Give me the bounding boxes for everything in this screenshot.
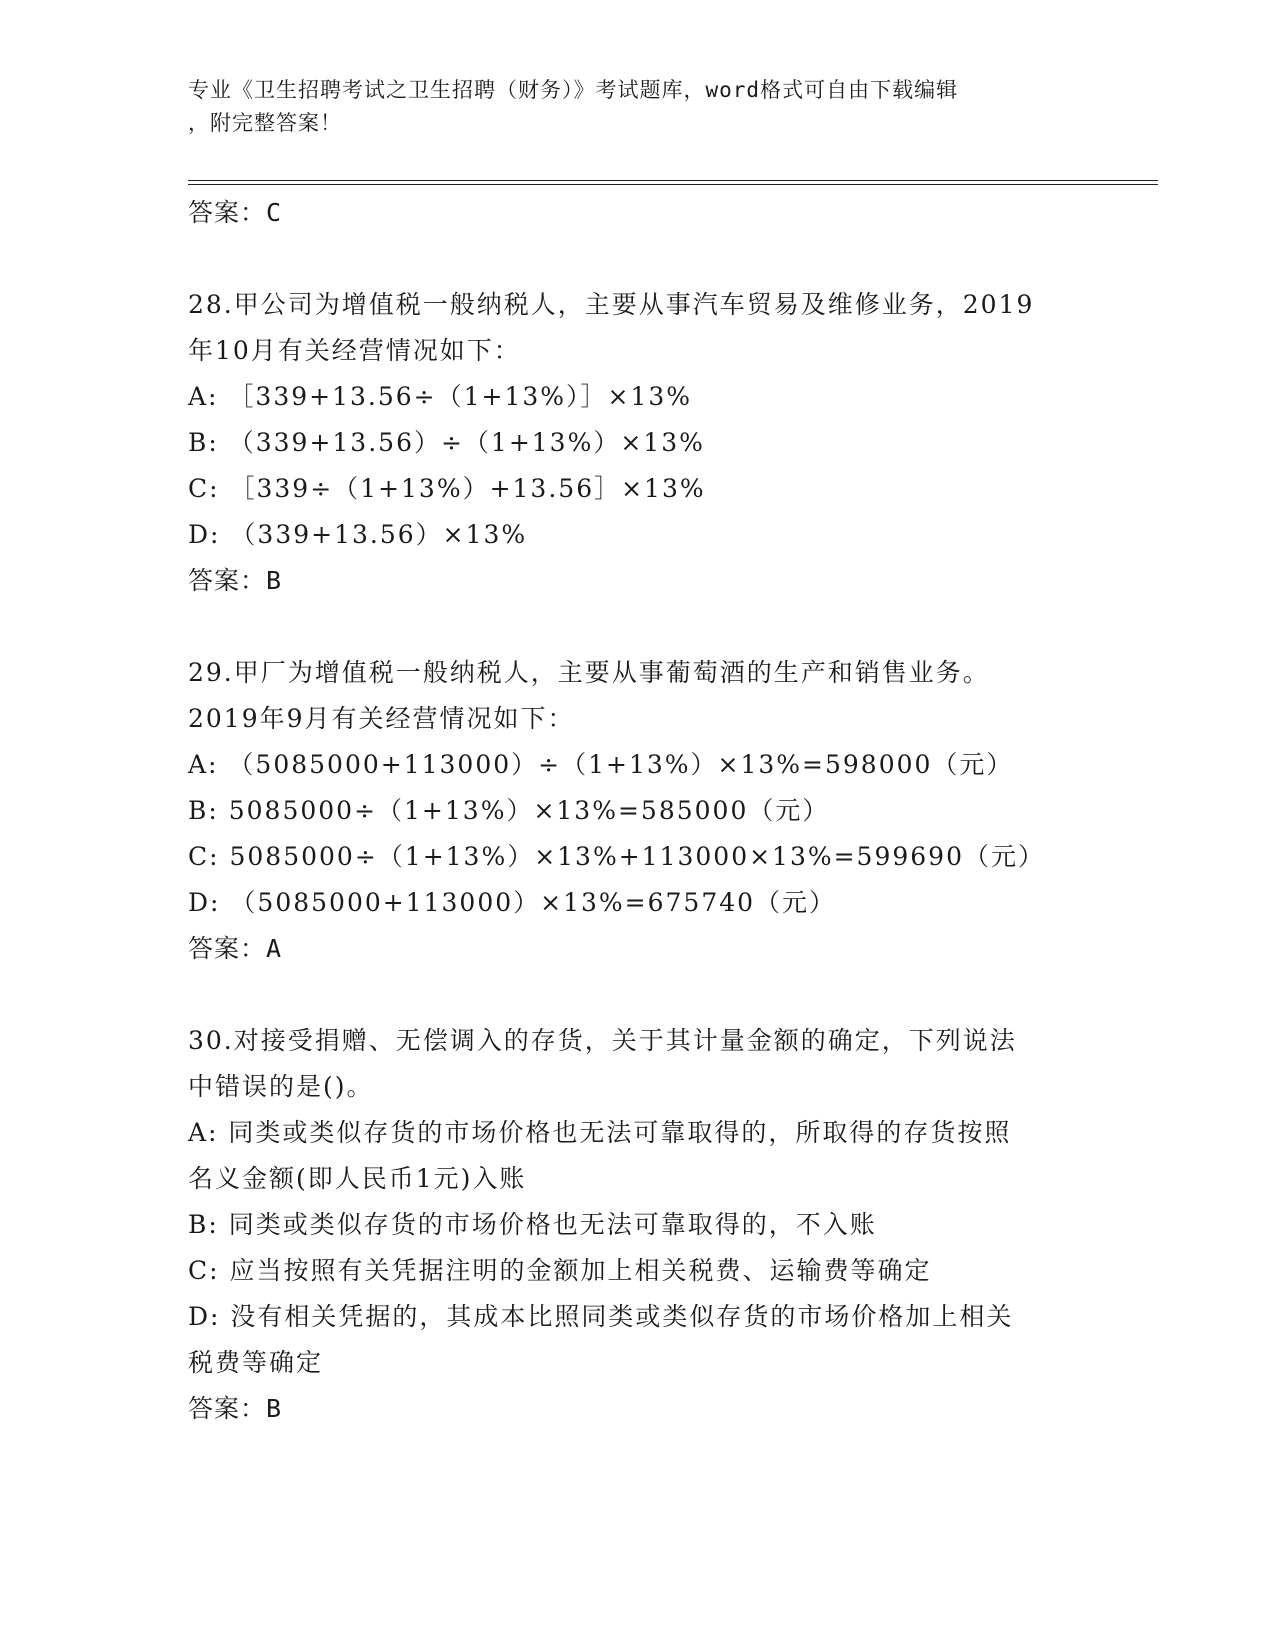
option-d: D: （5085000+113000）×13%=675740（元） [188, 888, 837, 917]
option-b: B: 同类或类似存货的市场价格也无法可靠取得的，不入账 [188, 1210, 877, 1239]
question-stem-line: 中错误的是()。 [188, 1072, 374, 1101]
header-line-1: 专业《卫生招聘考试之卫生招聘（财务）》考试题库，word格式可自由下载编辑 [188, 78, 959, 102]
option-c: C: 5085000÷（1+13%）×13%+113000×13%=599690（元） [188, 842, 1045, 871]
answer-line: 答案：B [188, 1394, 283, 1423]
question-29 [188, 650, 1088, 972]
option-d: D: （339+13.56）×13% [188, 520, 528, 549]
question-stem-line: 28.甲公司为增值税一般纳税人，主要从事汽车贸易及维修业务，2019 [188, 290, 1035, 319]
question-stem-line: 年10月有关经营情况如下： [188, 336, 521, 365]
option-a: A: 同类或类似存货的市场价格也无法可靠取得的，所取得的存货按照 [188, 1118, 1012, 1147]
option-c: C: 应当按照有关凭据注明的金额加上相关税费、运输费等确定 [188, 1256, 932, 1285]
header-divider-bottom [188, 184, 1158, 185]
question-stem-line: 2019年9月有关经营情况如下： [188, 704, 575, 733]
question-30 [188, 1018, 1088, 1432]
header-divider-top [188, 180, 1158, 181]
header-line-2: ，附完整答案！ [188, 111, 342, 135]
document-body [188, 190, 1088, 1432]
answer-line: 答案：B [188, 566, 283, 595]
question-stem-line: 29.甲厂为增值税一般纳税人，主要从事葡萄酒的生产和销售业务。 [188, 658, 990, 687]
answer-line: 答案：C [188, 198, 283, 227]
option-c: C: ［339÷（1+13%）+13.56］×13% [188, 474, 706, 503]
option-d-continued: 税费等确定 [188, 1348, 324, 1377]
question-stem-line: 30.对接受捐赠、无偿调入的存货，关于其计量金额的确定，下列说法 [188, 1026, 1017, 1055]
option-a: A: （5085000+113000）÷（1+13%）×13%=598000（元） [188, 750, 1014, 779]
option-b: B: 5085000÷（1+13%）×13%=585000（元） [188, 796, 830, 825]
answer-line: 答案：A [188, 934, 283, 963]
document-header [188, 74, 1088, 140]
option-d: D: 没有相关凭据的，其成本比照同类或类似存货的市场价格加上相关 [188, 1302, 1014, 1331]
option-a-continued: 名义金额(即人民币1元)入账 [188, 1164, 527, 1193]
option-a: A: ［339+13.56÷（1+13%）］×13% [188, 382, 693, 411]
question-28 [188, 282, 1088, 604]
option-b: B: （339+13.56）÷（1+13%）×13% [188, 428, 705, 457]
